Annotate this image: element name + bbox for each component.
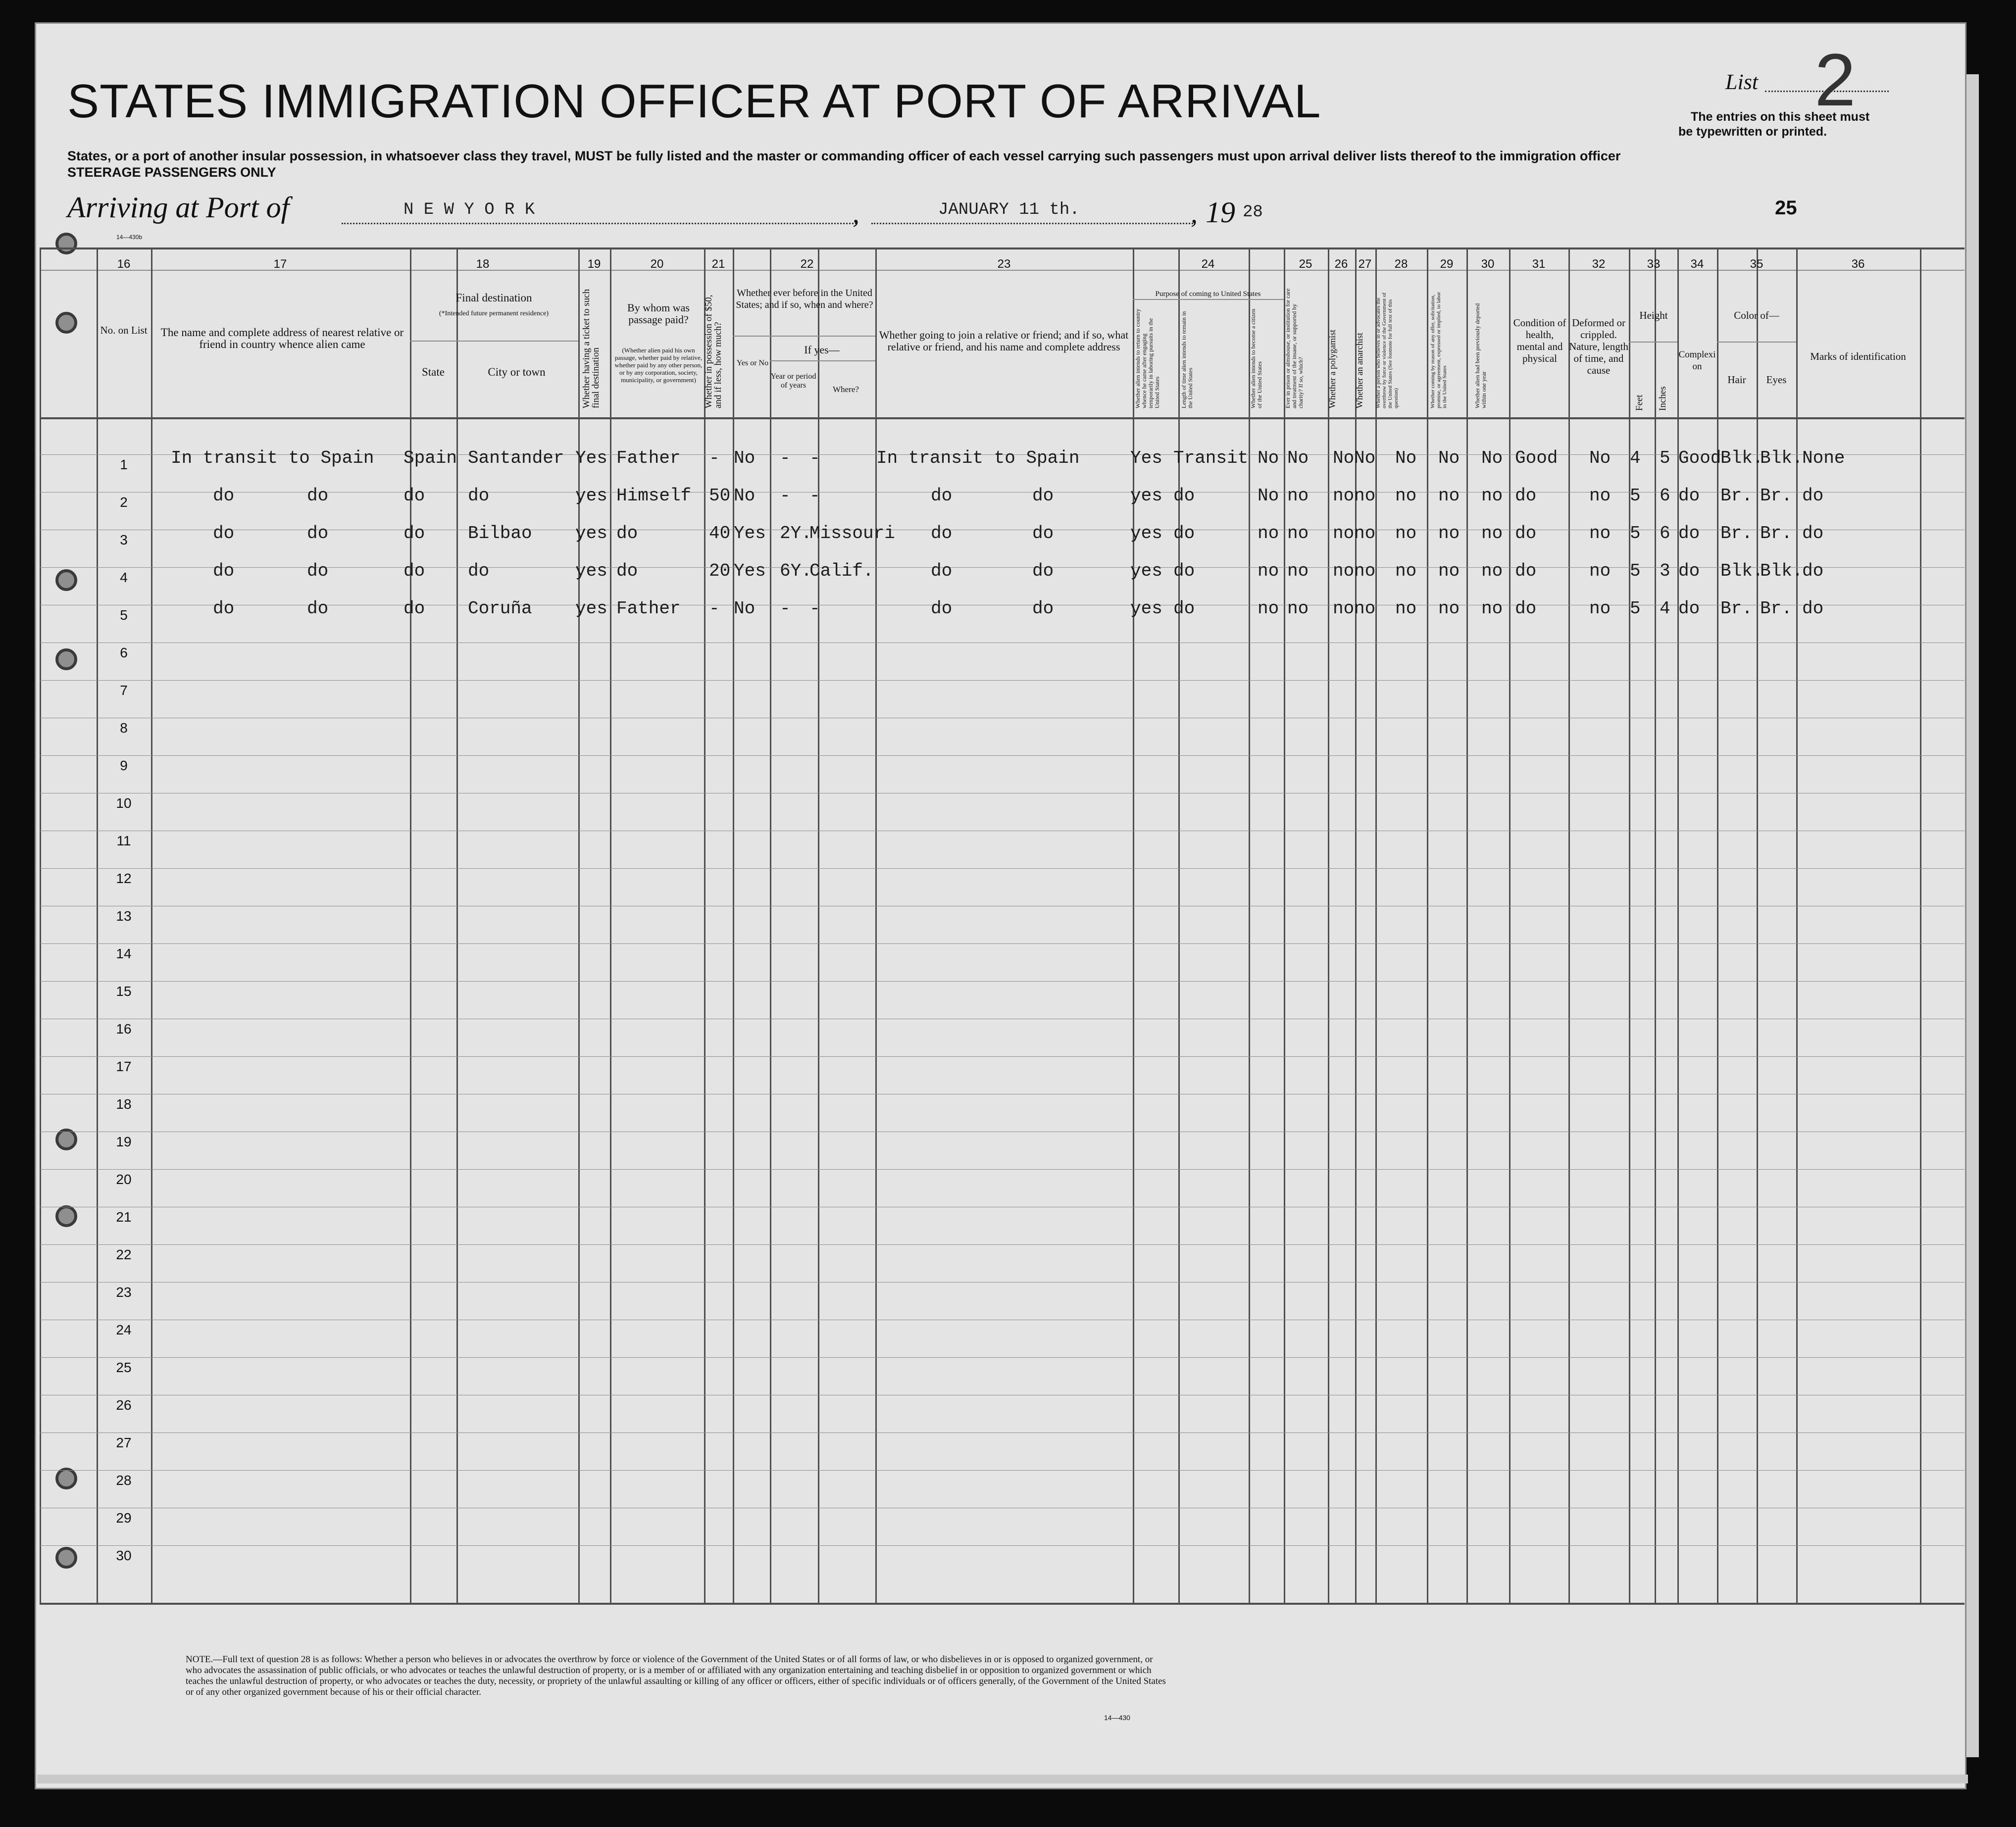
cell-return: yes [1130,561,1162,581]
row-number: 4 [120,570,128,585]
col22-where: Where? [833,385,859,394]
col35-hair: Hair [1727,374,1746,386]
col22-header: Whether ever before in the United States; and if so, when and where? [736,288,873,310]
cell-polyg: no [1333,561,1355,581]
col20-header: By whom was passage paid? [627,301,690,326]
column-number: 33 [1647,257,1661,271]
col23-header: Whether going to join a relative or friend; and if so, what relative or friend, and his name and complete address [879,329,1129,353]
cell-c17a: do [213,561,235,581]
col33-subdivider [1629,342,1677,343]
cell-citizen: No [1258,448,1279,468]
binder-hole [55,569,77,591]
cell-join_b: do [1032,523,1054,543]
column-number: 19 [587,257,601,271]
cell-c17a: In transit to Spain [171,448,374,468]
row-number: 27 [116,1435,132,1450]
cell-where: - [809,448,820,468]
cell-join_a: do [931,523,953,543]
col30-header: Whether alien had been previously deported within one year [1474,303,1487,408]
column-number: 26 [1334,257,1348,271]
row-number: 17 [116,1059,132,1074]
cell-before: No [734,598,756,619]
cell-anarch: no [1354,486,1376,506]
column-number: 29 [1440,257,1454,271]
col27-header: Whether an anarchist [1355,333,1364,408]
col29-header: Whether coming by reason of any offer, solicitation, promise, or agreement, expressed or implied, to labor in the United States [1430,292,1448,408]
row-number: 29 [116,1510,132,1526]
cell-before: Yes [734,523,766,543]
cell-prison: No [1287,448,1309,468]
row-rule [40,943,1965,944]
column-number: 32 [1592,257,1606,271]
cell-health: do [1515,486,1537,506]
cell-deformed: no [1589,523,1611,543]
column-number: 20 [650,257,664,271]
cell-deported: no [1481,598,1503,619]
column-number: 30 [1481,257,1495,271]
cell-eyes: Br. [1760,598,1792,619]
cell-paid: do [616,523,638,543]
row-number: 8 [120,720,128,736]
cell-money: - [709,598,720,619]
list-label: List [1725,70,1759,94]
instruction-text: States, or a port of another insular possession, in whatsoever class they travel, MUST be fully listed and the master or commanding officer of each vessel carrying such passengers must upon arrival deliver lists thereof to the immigration officer [67,148,1621,163]
cell-years: - [780,448,791,468]
row-rule [40,642,1965,643]
cell-eyes: Br. [1760,523,1792,543]
cell-length: Transit [1173,448,1249,468]
row-rule [40,1282,1965,1283]
cell-hair: Blk. [1720,448,1764,468]
cell-complexion: do [1678,486,1700,506]
column-divider [1427,247,1428,1603]
cell-overthrow: No [1395,448,1417,468]
cell-hair: Br. [1720,486,1753,506]
row-number: 22 [116,1247,132,1262]
cell-prison: no [1287,486,1309,506]
cell-length: do [1173,561,1195,581]
cell-eyes: Blk. [1760,561,1803,581]
cell-inches: 6 [1660,486,1670,506]
cell-c17a: do [213,523,235,543]
cell-polyg: No [1333,448,1355,468]
row-number: 6 [120,645,128,660]
row-rule [40,1056,1965,1057]
column-number: 25 [1299,257,1312,271]
cell-join_b: do [1032,486,1054,506]
header-bottom-border [40,417,1965,419]
cell-where: - [809,598,820,619]
row-number: 25 [116,1360,132,1375]
col35-eyes: Eyes [1766,374,1787,386]
binder-hole [55,1547,77,1569]
cell-health: do [1515,561,1537,581]
column-divider [1466,247,1468,1603]
row-number: 26 [116,1397,132,1413]
cell-prison: no [1287,561,1309,581]
col20-subheader: (Whether alien paid his own passage, whether paid by relative, whether paid by any other person, or by any corporation, society, municipality, or government) [614,346,703,384]
cell-marks: do [1802,561,1824,581]
cell-hair: Br. [1720,523,1753,543]
cell-state: do [403,523,425,543]
port-value: N E W Y O R K [403,200,535,219]
cell-anarch: no [1354,523,1376,543]
cell-feet: 5 [1630,561,1641,581]
col21-header: Whether in possession of $50, and if less, how much? [704,295,723,408]
cell-join_b: do [1032,561,1054,581]
cell-c17b: do [307,561,329,581]
cell-city: Santander [468,448,564,468]
row-number: 16 [116,1021,132,1037]
table-top-border [40,247,1965,249]
col35-header: Color of— [1734,309,1779,321]
cell-join_b: do [1032,598,1054,619]
cell-deformed: no [1589,486,1611,506]
column-number: 21 [711,257,725,271]
cell-marks: do [1802,486,1824,506]
col17-header: The name and complete address of nearest relative or friend in country whence alien came [160,326,404,350]
cell-citizen: no [1258,598,1279,619]
col32-header: Deformed or crippled. Nature, length of time, and cause [1568,317,1629,376]
cell-return: yes [1130,523,1162,543]
cell-c17b: do [307,486,329,506]
col19-header: Whether having a ticket to such final destination [581,289,601,408]
row-number: 5 [120,607,128,623]
list-number: 2 [1814,38,1856,121]
column-divider [1568,247,1570,1603]
col35-subdivider [1717,342,1796,343]
year-suffix: 28 [1243,203,1263,222]
binder-hole [55,1468,77,1489]
cell-offer: no [1438,486,1460,506]
cell-length: do [1173,523,1195,543]
column-number: 24 [1201,257,1215,271]
row-number: 1 [120,457,128,472]
col18-state: State [422,366,445,378]
column-divider [1920,247,1921,1603]
col22-yesno: Yes or No [736,359,769,367]
cell-eyes: Blk. [1760,448,1803,468]
cell-before: No [734,448,756,468]
row-number: 10 [116,795,132,811]
cell-length: do [1173,486,1195,506]
cell-prison: no [1287,523,1309,543]
cell-city: Coruña [468,598,532,619]
col22-year: Year or period of years [770,372,816,390]
cell-join_a: do [931,598,953,619]
column-divider [1655,247,1656,1603]
cell-deformed: no [1589,598,1611,619]
row-number: 20 [116,1172,132,1187]
cell-years: - [780,598,791,619]
cell-inches: 3 [1660,561,1670,581]
binder-hole [55,648,77,670]
sheet-edge-bottom [37,1775,1968,1783]
cell-c17b: do [307,598,329,619]
row-rule [40,680,1965,681]
col22-subdivider-2 [770,360,875,361]
col24-return: Whether alien intends to return to country whence he came after engaging temporarily in laboring pursuits in the United States [1134,308,1160,408]
page-title: STATES IMMIGRATION OFFICER AT PORT OF ARRIVAL [67,75,1321,128]
col18-header: Final destination [455,292,532,304]
row-number: 13 [116,908,132,924]
cell-inches: 4 [1660,598,1670,619]
cell-years: - [780,486,791,506]
cell-ticket: yes [575,523,607,543]
year-prefix: 19 [1206,196,1235,229]
cell-marks: do [1802,523,1824,543]
cell-return: yes [1130,486,1162,506]
cell-return: yes [1130,598,1162,619]
binder-hole [55,233,77,254]
row-rule [40,1545,1965,1546]
row-rule [40,1169,1965,1170]
col33-inches: Inches [1658,386,1668,411]
col33-feet: Feet [1634,395,1645,411]
cell-anarch: no [1354,598,1376,619]
port-underline [342,223,857,224]
cell-state: do [403,486,425,506]
cell-years: 6Y. [780,561,812,581]
col36-header: Marks of identification [1810,350,1906,362]
cell-deported: No [1481,448,1503,468]
col24-header: Purpose of coming to United States [1155,290,1261,298]
row-rule [40,1470,1965,1471]
cell-city: do [468,486,490,506]
column-number: 23 [997,257,1011,271]
date-underline [871,223,1193,224]
cell-health: Good [1515,448,1558,468]
cell-join_a: In transit to Spain [876,448,1080,468]
cell-c17b: do [307,523,329,543]
cell-feet: 5 [1630,486,1641,506]
column-number: 22 [800,257,814,271]
cell-complexion: do [1678,561,1700,581]
column-divider [610,247,611,1603]
cell-health: do [1515,523,1537,543]
cell-state: Spain [403,448,457,468]
cell-feet: 5 [1630,598,1641,619]
col33-header: Height [1639,309,1668,321]
row-number: 2 [120,494,128,510]
binder-hole [55,312,77,334]
row-number: 21 [116,1209,132,1225]
row-number: 7 [120,683,128,698]
cell-deformed: No [1589,448,1611,468]
cell-anarch: no [1354,561,1376,581]
cell-join_a: do [931,486,953,506]
cell-hair: Blk. [1720,561,1764,581]
column-divider [97,247,98,1603]
cell-citizen: No [1258,486,1279,506]
cell-ticket: yes [575,486,607,506]
row-number: 11 [116,833,131,848]
cell-citizen: no [1258,523,1279,543]
binder-hole [55,1205,77,1227]
cell-offer: no [1438,561,1460,581]
cell-ticket: Yes [575,448,607,468]
column-number: 27 [1358,257,1372,271]
entries-note-2: be typewritten or printed. [1678,125,1827,139]
column-divider [1249,247,1250,1603]
cell-ticket: yes [575,561,607,581]
cell-paid: Himself [616,486,692,506]
steerage-label: STEERAGE PASSENGERS ONLY [67,165,276,180]
cell-c17a: do [213,486,235,506]
col22-subdivider [733,336,875,337]
cell-deported: no [1481,523,1503,543]
cell-join_a: do [931,561,953,581]
column-divider [770,247,771,1603]
row-rule [40,1357,1965,1358]
entries-note-1: The entries on this sheet must [1691,110,1870,124]
cell-return: Yes [1130,448,1162,468]
col22-ifyes: If yes— [804,344,840,356]
cell-health: do [1515,598,1537,619]
cell-overthrow: no [1395,523,1417,543]
row-number: 19 [116,1134,132,1149]
row-rule [40,755,1965,756]
row-rule [40,1244,1965,1245]
row-rule [40,981,1965,982]
cell-inches: 6 [1660,523,1670,543]
row-number: 23 [116,1284,132,1300]
cell-overthrow: no [1395,561,1417,581]
column-divider [1375,247,1377,1603]
col24-citizen: Whether alien intends to become a citizen of the United States [1250,308,1263,408]
cell-money: 40 [709,523,731,543]
col31-header: Condition of health, mental and physical [1513,317,1566,364]
cell-years: 2Y. [780,523,812,543]
cell-deformed: no [1589,561,1611,581]
cell-paid: Father [616,448,681,468]
column-divider [151,247,152,1603]
row-number: 28 [116,1473,132,1488]
col26-header: Whether a polygamist [1327,330,1337,408]
cell-before: Yes [734,561,766,581]
cell-overthrow: no [1395,598,1417,619]
cell-offer: no [1438,523,1460,543]
column-number: 28 [1394,257,1408,271]
cell-state: do [403,598,425,619]
cell-deported: no [1481,486,1503,506]
column-number: 17 [273,257,287,271]
col16-header: No. on List [100,324,148,336]
sheet-edge [1966,74,1979,1757]
cell-complexion: do [1678,523,1700,543]
cell-marks: do [1802,598,1824,619]
row-rule [40,868,1965,869]
cell-feet: 5 [1630,523,1641,543]
column-divider [704,247,706,1603]
comma-2: , [1191,198,1198,229]
row-number: 18 [116,1096,132,1112]
footnote: NOTE.—Full text of question 28 is as follows: Whether a person who believes in or advocates the overthrow by force or violence of the Government of the United States or of all forms of law, or who disbelieves in or is opposed to organized government, or who advocates the assassination of public officials, or who advocates or teaches the unlawful destruction of property, or is a member of or affiliated with any organization entertaining and teaching disbelief in or opposition to organized government or which teaches the unlawful destruction of property, or who advocates or teaches the duty, necessity, or propriety of the unlawful assaulting or killing of any officer or officers, either of specific individuals or of officers generally, of the Government of the United States or of any other organized government because of his or their official character. [186,1654,1166,1697]
col25-header: Ever in prison or almshouse, or institution for care and treatment of the insane, or supported by charity? If so, which? [1284,288,1304,408]
form-code-bottom: 14—430 [1104,1714,1130,1722]
cell-city: Bilbao [468,523,532,543]
row-number: 15 [116,984,132,999]
row-number: 12 [116,871,132,886]
row-number: 14 [116,946,132,961]
date-value: JANUARY 11 th. [938,200,1080,219]
cell-where: Calif. [809,561,874,581]
cell-deported: no [1481,561,1503,581]
column-number: 35 [1750,257,1764,271]
cell-paid: Father [616,598,681,619]
cell-polyg: no [1333,598,1355,619]
table-left-border [40,247,41,1603]
cell-complexion: Good [1678,448,1721,468]
comma: , [853,198,859,229]
col18-subdivider [410,341,578,342]
column-number: 16 [117,257,131,271]
cell-citizen: no [1258,561,1279,581]
column-number: 18 [476,257,490,271]
col18-city: City or town [488,366,546,378]
row-number: 24 [116,1322,132,1337]
col28-header: Whether a person who believes in or advocates the overthrow by force or violence of the Government of the United States (See footnote for full text of this question) [1375,293,1399,408]
row-number: 3 [120,532,128,547]
cell-c17a: do [213,598,235,619]
cell-polyg: no [1333,523,1355,543]
cell-before: No [734,486,756,506]
col18-subheader: (*Intended future permanent residence) [439,310,549,317]
cell-hair: Br. [1720,598,1753,619]
cell-money: 50 [709,486,731,506]
column-divider [1284,247,1285,1603]
table-bottom-border [40,1603,1965,1605]
cell-state: do [403,561,425,581]
row-rule [40,1432,1965,1433]
cell-prison: no [1287,598,1309,619]
cell-city: do [468,561,490,581]
row-number: 9 [120,758,128,773]
cell-where: - [809,486,820,506]
cell-marks: None [1802,448,1845,468]
page-number: 25 [1775,197,1797,219]
cell-where: Missouri [809,523,895,543]
column-divider [1328,247,1329,1603]
cell-length: do [1173,598,1195,619]
cell-paid: do [616,561,638,581]
column-number: 31 [1532,257,1546,271]
cell-offer: No [1438,448,1460,468]
col34-header: Complexion [1678,349,1716,372]
row-number: 30 [116,1548,132,1563]
cell-inches: 5 [1660,448,1670,468]
col24-length: Length of time alien intends to remain in the United States [1180,311,1194,408]
cell-money: - [709,448,720,468]
cell-complexion: do [1678,598,1700,619]
arriving-label: Arriving at Port of [67,191,290,224]
cell-feet: 4 [1630,448,1641,468]
column-divider [1509,247,1511,1603]
cell-polyg: no [1333,486,1355,506]
cell-overthrow: no [1395,486,1417,506]
cell-offer: no [1438,598,1460,619]
cell-ticket: yes [575,598,607,619]
column-number: 36 [1851,257,1865,271]
cell-eyes: Br. [1760,486,1792,506]
cell-money: 20 [709,561,731,581]
column-number: 34 [1690,257,1704,271]
form-code-top: 14—430b [116,234,143,241]
cell-anarch: No [1354,448,1376,468]
